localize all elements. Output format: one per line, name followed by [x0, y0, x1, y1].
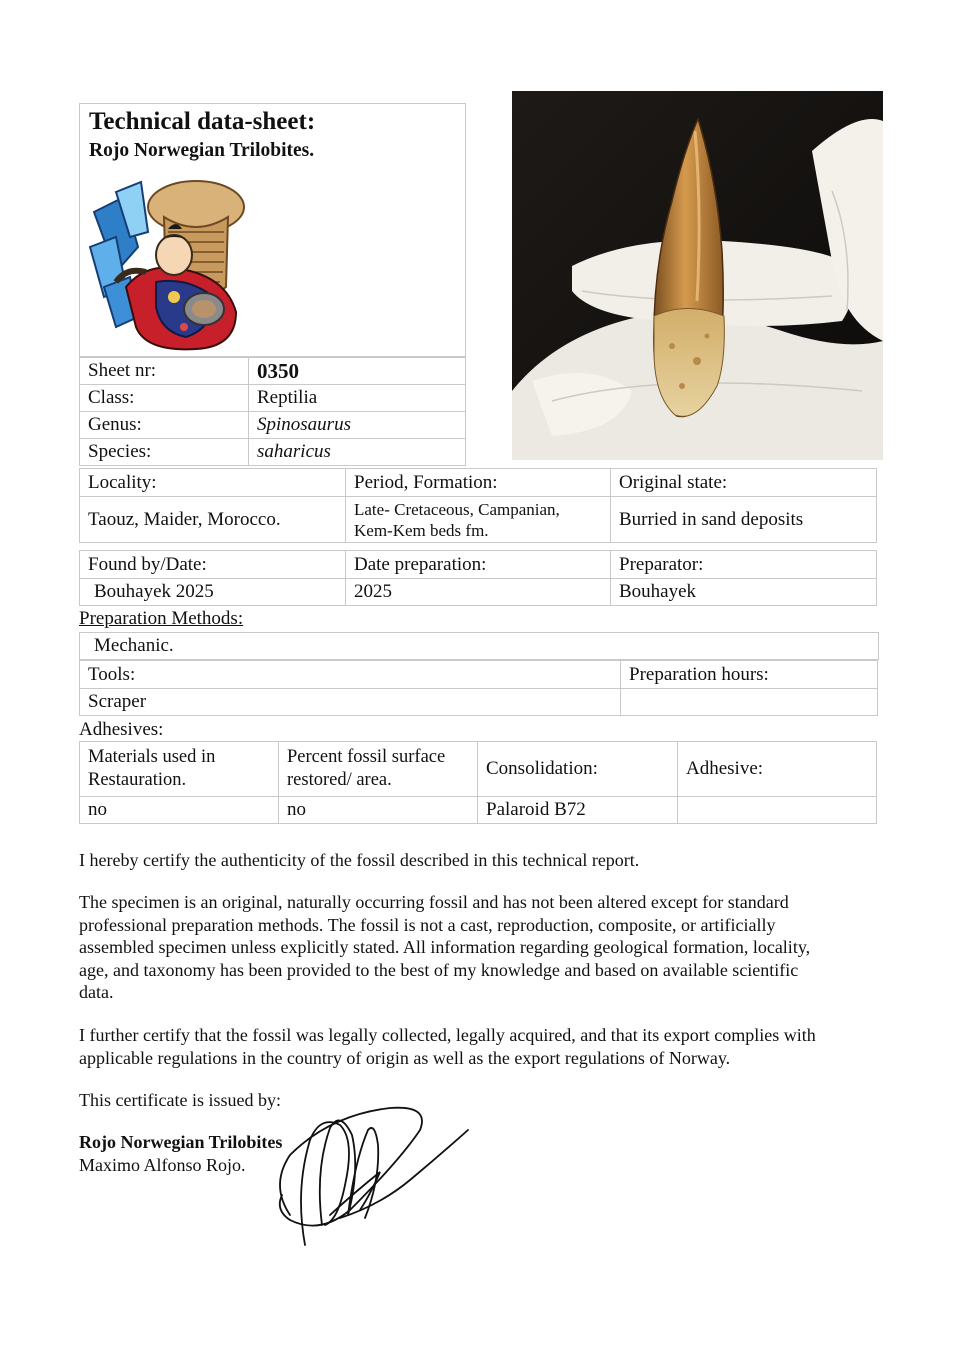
legal-line-1: I further certify that the fossil was legally collected, legally acquired, and that its export complies with [79, 1025, 816, 1045]
percent-label-line-2: restored/ area. [287, 770, 392, 790]
materials-label-line-2: Restauration. [88, 770, 187, 790]
sheet-nr-value: 0350 [248, 357, 466, 385]
state-label: Original state: [610, 468, 877, 497]
materials-label-line-1: Materials used in [88, 747, 216, 767]
specimen-line-1: The specimen is an original, naturally occurring fossil and has not been altered except for standard [79, 892, 789, 912]
period-value-line-1: Late- Cretaceous, Campanian, [354, 499, 560, 519]
issued-by-text: This certificate is issued by: [79, 1090, 281, 1110]
sheet-nr-label: Sheet nr: [79, 357, 249, 385]
locality-label: Locality: [79, 468, 346, 497]
sheet-title: Technical data-sheet: [89, 108, 316, 135]
adhesive-label: Adhesive: [677, 741, 877, 797]
class-value: Reptilia [248, 384, 466, 412]
issuer-name: Maximo Alfonso Rojo. [79, 1155, 246, 1175]
materials-label [79, 741, 279, 797]
certify-paragraph: I hereby certify the authenticity of the fossil described in this technical report. [79, 850, 640, 870]
preparator-label: Preparator: [610, 550, 877, 579]
percent-label [278, 741, 478, 797]
tools-value: Scraper [79, 688, 621, 716]
legal-paragraph [79, 1024, 889, 1069]
preparation-methods-heading: Preparation Methods: [79, 608, 244, 629]
date-prep-label: Date preparation: [345, 550, 611, 579]
found-label: Found by/Date: [79, 550, 346, 579]
method-value: Mechanic. [79, 632, 879, 660]
species-label: Species: [79, 438, 249, 466]
adhesives-heading: Adhesives: [79, 719, 164, 740]
percent-label-line-1: Percent fossil surface [287, 747, 446, 767]
spinosaurus-tooth-photo [512, 91, 883, 460]
genus-label: Genus: [79, 411, 249, 439]
percent-value: no [278, 796, 478, 824]
tools-label: Tools: [79, 660, 621, 689]
issuer-company: Rojo Norwegian Trilobites [79, 1132, 283, 1152]
state-value: Burried in sand deposits [610, 496, 877, 543]
class-label: Class: [79, 384, 249, 412]
handwritten-signature [270, 1100, 480, 1250]
trilobite-samurai-logo [86, 177, 246, 352]
locality-value: Taouz, Maider, Morocco. [79, 496, 346, 543]
materials-value: no [79, 796, 279, 824]
period-label: Period, Formation: [345, 468, 611, 497]
period-value-line-2: Kem-Kem beds fm. [354, 520, 489, 540]
consolidation-value: Palaroid B72 [477, 796, 678, 824]
genus-value: Spinosaurus [248, 411, 466, 439]
consolidation-label: Consolidation: [477, 741, 678, 797]
legal-line-2: applicable regulations in the country of origin as well as the export regulations of Norway. [79, 1047, 731, 1068]
specimen-line-5: data. [79, 982, 114, 1002]
found-value: Bouhayek 2025 [79, 578, 346, 606]
date-prep-value: 2025 [345, 578, 611, 606]
company-subtitle: Rojo Norwegian Trilobites. [89, 140, 315, 161]
period-value [345, 496, 611, 543]
specimen-line-4: age, and taxonomy has been provided to the best of my knowledge and based on available scientific [79, 959, 799, 980]
specimen-line-3: assembled specimen unless explicitly stated. All information regarding geological formation, locality, [79, 937, 811, 957]
hours-label: Preparation hours: [620, 660, 878, 689]
species-value: saharicus [248, 438, 466, 466]
specimen-line-2: professional preparation methods. The fossil is not a cast, reproduction, composite, or artificially [79, 914, 776, 935]
hours-value [620, 688, 878, 716]
specimen-paragraph [79, 891, 889, 1004]
adhesive-value [677, 796, 877, 824]
preparator-value: Bouhayek [610, 578, 877, 606]
